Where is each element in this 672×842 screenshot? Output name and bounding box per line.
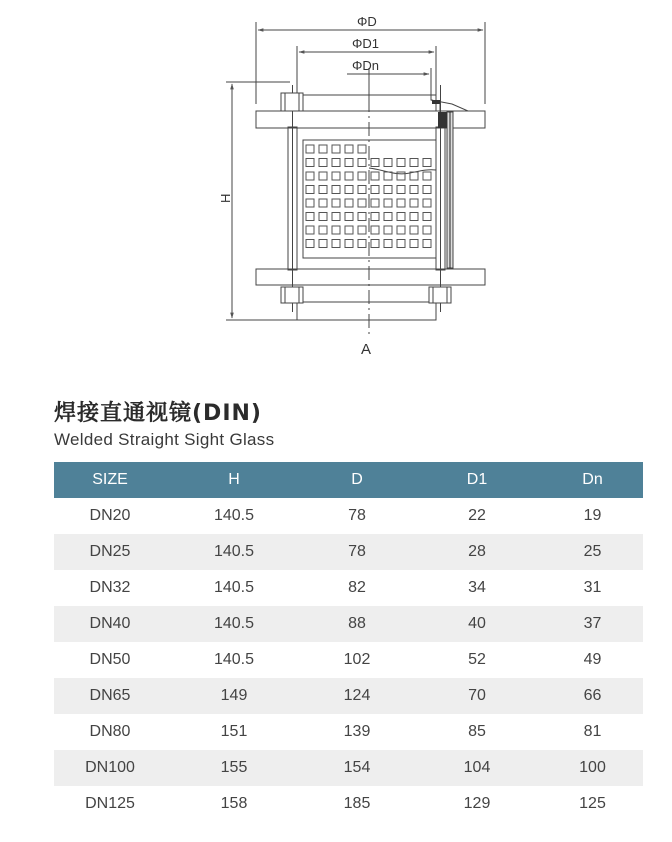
product-title-en: Welded Straight Sight Glass — [54, 430, 275, 449]
cell-h: 140.5 — [213, 579, 255, 596]
cell-size: DN40 — [54, 606, 166, 642]
table-row — [54, 570, 643, 606]
cell-size: DN100 — [54, 750, 166, 786]
cell-d1: 70 — [412, 678, 542, 714]
cell-dn: 81 — [583, 723, 602, 740]
cell-size: DN50 — [89, 651, 131, 668]
table-row — [54, 534, 643, 570]
cell-dn: 49 — [583, 651, 602, 668]
product-title-cn: 焊接直通视镜(DIN) — [54, 401, 262, 426]
cell-d: 124 — [302, 678, 412, 714]
cell-h: 140.5 — [166, 606, 302, 642]
header-d: D — [302, 462, 412, 498]
view-label: A — [361, 341, 372, 358]
cell-d: 78 — [348, 507, 366, 524]
cell-size: DN20 — [89, 507, 131, 524]
cell-size: DN32 — [89, 579, 131, 596]
cell-dn: 100 — [542, 750, 643, 786]
table-header-row — [54, 462, 643, 498]
spec-table — [54, 462, 643, 822]
header-dn: Dn — [542, 462, 643, 498]
cell-d: 78 — [302, 534, 412, 570]
dim-dn-label: ΦDn — [352, 58, 379, 73]
header-h: H — [166, 462, 302, 498]
cell-dn: 37 — [542, 606, 643, 642]
cell-size: DN125 — [85, 795, 135, 812]
cell-d1: 52 — [468, 651, 486, 668]
cell-d1: 22 — [468, 507, 486, 524]
dim-h-label: H — [218, 193, 233, 203]
cell-d1: 104 — [412, 750, 542, 786]
table-row — [54, 678, 643, 714]
technical-drawing — [0, 0, 672, 372]
cell-size: DN65 — [54, 678, 166, 714]
cell-dn: 31 — [583, 579, 602, 596]
table-row — [54, 786, 643, 822]
cell-dn: 19 — [583, 507, 602, 524]
cell-d1: 85 — [468, 723, 486, 740]
cell-dn: 25 — [542, 534, 643, 570]
table-row — [54, 714, 643, 750]
table-row — [54, 498, 643, 534]
cell-d1: 129 — [463, 795, 491, 812]
cell-h: 140.5 — [166, 534, 302, 570]
dim-d-label: ΦD — [357, 14, 377, 29]
cell-dn: 125 — [579, 795, 606, 812]
cell-h: 155 — [166, 750, 302, 786]
cell-d: 88 — [302, 606, 412, 642]
cell-d1: 28 — [412, 534, 542, 570]
table-row — [54, 642, 643, 678]
cell-d1: 40 — [412, 606, 542, 642]
table-row — [54, 606, 643, 642]
cell-size: DN25 — [54, 534, 166, 570]
cell-h: 151 — [220, 723, 248, 740]
cell-d: 82 — [348, 579, 366, 596]
cell-d: 139 — [343, 723, 371, 740]
cell-dn: 66 — [542, 678, 643, 714]
table-row — [54, 750, 643, 786]
cell-h: 149 — [166, 678, 302, 714]
cell-size: DN80 — [89, 723, 131, 740]
cell-h: 140.5 — [213, 507, 255, 524]
cell-d: 102 — [343, 651, 371, 668]
dim-d1-label: ΦD1 — [352, 36, 379, 51]
header-size: SIZE — [54, 462, 166, 498]
cell-d: 185 — [343, 795, 371, 812]
cell-d: 154 — [302, 750, 412, 786]
cell-h: 158 — [220, 795, 248, 812]
header-d1: D1 — [412, 462, 542, 498]
cell-d1: 34 — [468, 579, 486, 596]
cell-h: 140.5 — [213, 651, 255, 668]
